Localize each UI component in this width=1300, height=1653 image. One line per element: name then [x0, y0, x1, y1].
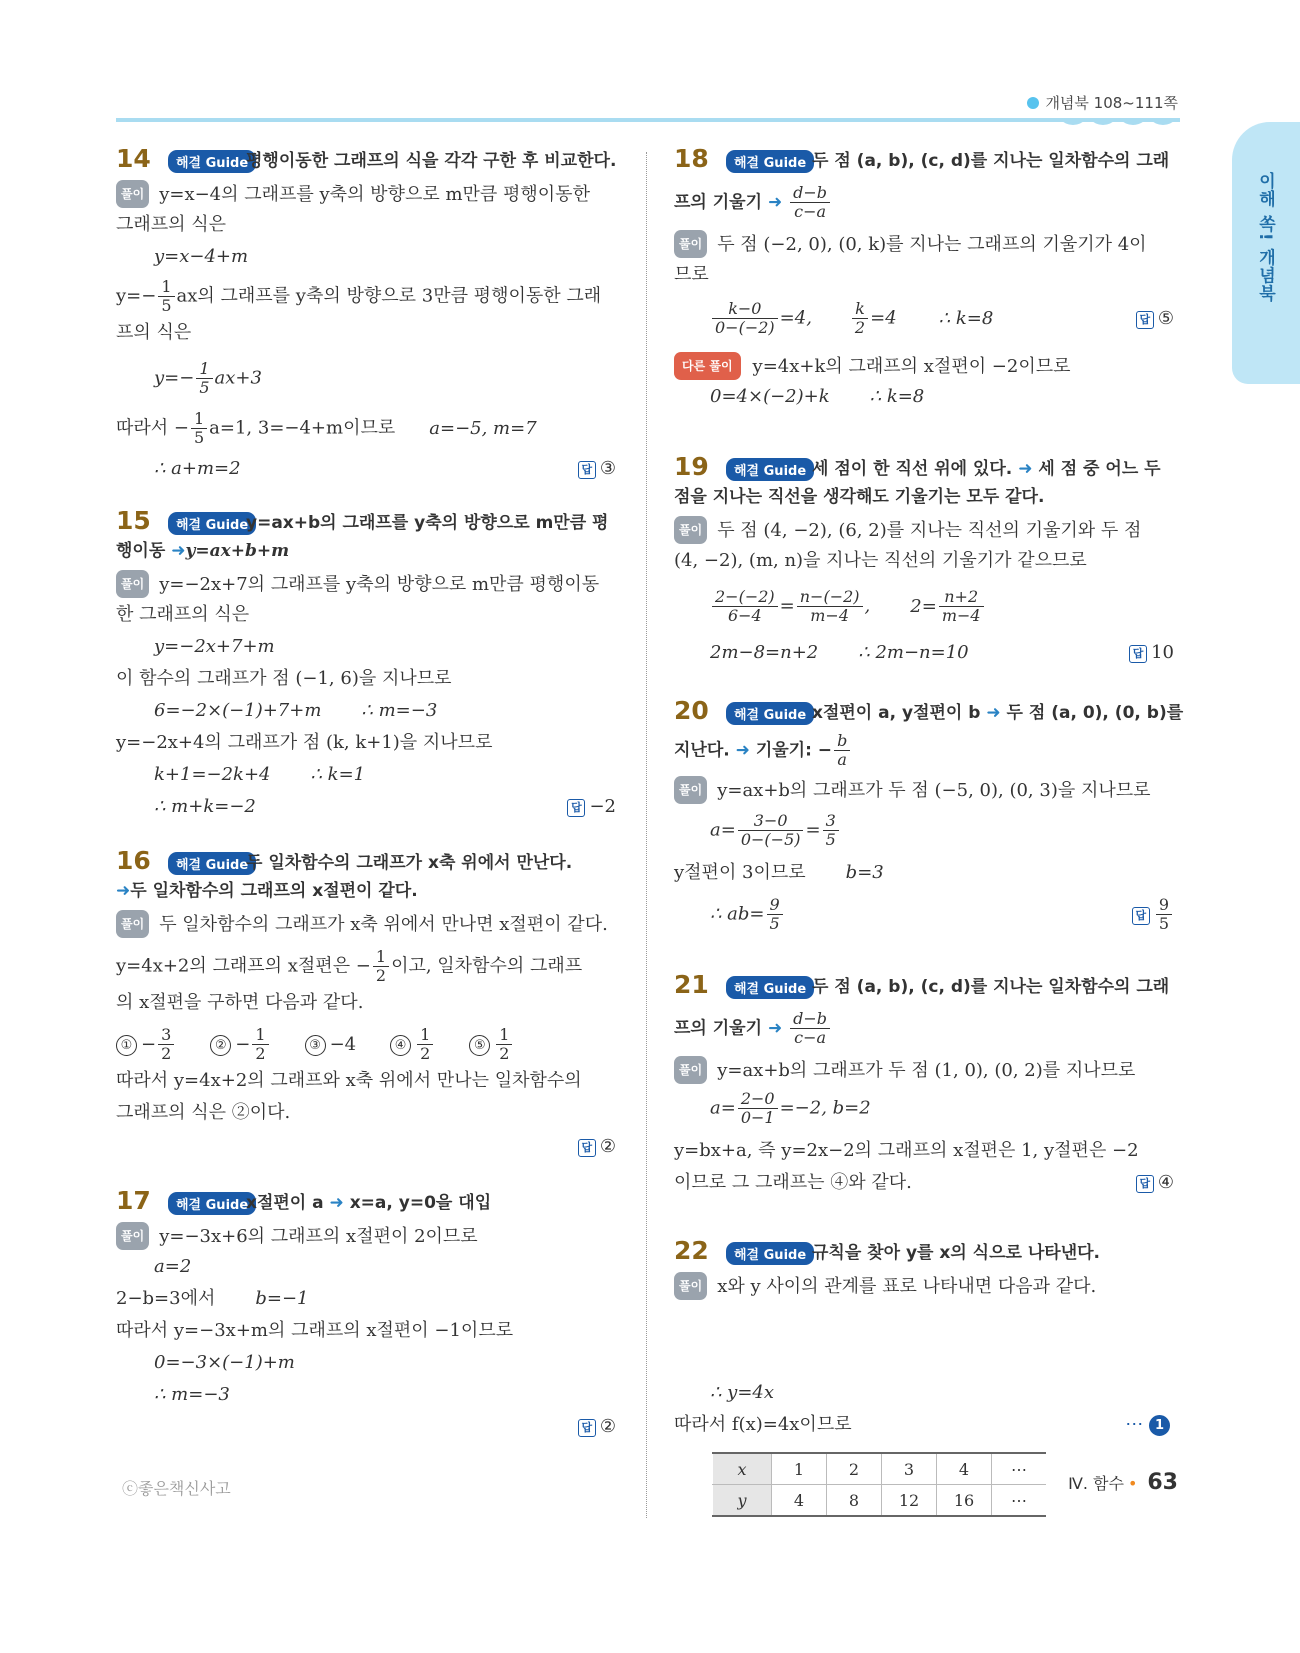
arrow-icon: ➜	[329, 1193, 344, 1213]
answer-icon: 답	[578, 1419, 596, 1437]
numerator: k	[852, 300, 868, 319]
text: 두 점 (4, −2), (6, 2)를 지나는 직선의 기울기와 두 점	[717, 520, 1142, 541]
fraction	[191, 410, 207, 447]
solution-line	[116, 910, 608, 938]
text: =−2, b=2	[779, 1097, 871, 1119]
solution-line	[674, 1272, 1096, 1300]
answer-value: ③	[599, 458, 616, 479]
solution-badge: 풀이	[674, 230, 707, 258]
solution-line	[674, 516, 1141, 544]
answer	[1136, 1170, 1174, 1196]
problem-number: 22	[674, 1236, 709, 1265]
numerator: n−(−2)	[797, 588, 863, 607]
guide-text	[674, 184, 832, 221]
denominator: 0−(−5)	[740, 830, 801, 849]
text: 2=	[910, 595, 937, 617]
text: ∴ ab=	[710, 903, 765, 925]
answer	[578, 1134, 616, 1160]
text: 두 점 (−2, 0), (0, k)를 지나는 그래프의 기울기가 4이	[717, 234, 1147, 255]
denominator: c−a	[794, 1028, 827, 1047]
text: y=−	[116, 285, 157, 307]
equation	[710, 1090, 871, 1127]
equation	[710, 640, 969, 666]
fraction	[797, 588, 863, 625]
text: =	[805, 819, 821, 841]
fraction	[252, 1026, 268, 1063]
solution-line	[116, 278, 601, 315]
denominator: 0−1	[740, 1108, 775, 1127]
text: y=−2x+7의 그래프를 y축의 방향으로 m만큼 평행이동	[159, 574, 600, 595]
answer-icon: 답	[1136, 311, 1154, 329]
denominator: a	[837, 750, 847, 769]
solution-line	[674, 776, 1151, 804]
table-cell: 4	[937, 1453, 992, 1485]
conclusion: ∴ m=−3	[154, 1384, 230, 1405]
numerator: 1	[496, 1026, 512, 1045]
denominator: 2	[420, 1044, 431, 1063]
text: ∴ m=−3	[361, 700, 438, 721]
arrow-icon: ➜	[1018, 459, 1033, 479]
text: 두 점 (a, 0), (0, b)를	[1006, 703, 1184, 723]
denominator: 6−4	[727, 606, 762, 625]
text: 6=−2×(−1)+7+m	[154, 700, 322, 721]
text: y=4x+2의 그래프의 x절편은 −	[116, 955, 371, 977]
equation: $\frac{2-(-2)}{6-4}$ = $\frac{n-(-2)}{m-4}$ , 2= $\frac{n+2}{m-4}$	[710, 588, 986, 625]
equation	[154, 698, 437, 724]
text: 두 일차함수의 그래프가 x축 위에서 만나면 x절편이 같다.	[159, 914, 608, 935]
guide-text: 두 일차함수의 그래프가 x축 위에서 만난다.	[246, 853, 573, 873]
guide-badge: 해결 Guide	[726, 702, 814, 725]
numerator: 1	[417, 1026, 433, 1045]
text: x절편이 a	[246, 1193, 324, 1213]
denominator: 5	[193, 428, 205, 447]
numerator: 2−0	[738, 1090, 778, 1109]
denominator: 5	[199, 378, 210, 397]
fraction	[852, 300, 868, 337]
numerator: 3−0	[738, 812, 804, 831]
numerator: 1	[252, 1026, 268, 1045]
answer	[578, 1414, 616, 1440]
text: a=1, 3=−4+m이므로	[209, 417, 396, 439]
guide-text: 두 점 (a, b), (c, d)를 지나는 일차함수의 그래	[812, 977, 1170, 997]
arrow-icon: ➜	[116, 881, 131, 901]
guide-badge: 해결 Guide	[726, 1242, 814, 1265]
text: 따라서 −	[116, 417, 189, 439]
solution-line	[116, 948, 582, 985]
arrow-icon: ➜	[735, 740, 750, 761]
numerator: d−b	[790, 1010, 830, 1029]
arrow-icon: ➜	[171, 541, 186, 561]
option-mark: ⑤	[469, 1035, 490, 1056]
equation: y=x−4+m	[154, 246, 249, 267]
denominator: 2	[161, 1044, 172, 1063]
guide-text	[674, 732, 852, 769]
solution-line	[116, 570, 599, 598]
text: 기울기: −	[755, 740, 833, 761]
solution-line: 이므로 그 그래프는 ④와 같다.	[674, 1172, 912, 1193]
solution-line: 이 함수의 그래프가 점 (−1, 6)을 지나므로	[116, 668, 452, 689]
text: 2m−8=n+2	[710, 642, 819, 663]
answer-icon: 답	[1136, 1175, 1154, 1193]
option-list	[116, 1026, 548, 1063]
alt-solution-line	[674, 352, 1071, 380]
fraction	[417, 1026, 433, 1063]
equation: a=2	[154, 1256, 192, 1277]
solution-badge: 풀이	[116, 570, 149, 598]
problem-number: 15	[116, 506, 151, 535]
solution-line: 따라서 f(x)=4x이므로	[674, 1414, 852, 1435]
equation	[710, 384, 924, 410]
answer	[567, 794, 616, 820]
text: 2−b=3에서	[116, 1288, 216, 1309]
solution-badge: 풀이	[674, 1272, 707, 1300]
guide-text: y=ax+b의 그래프를 y축의 방향으로 m만큼 평	[246, 513, 609, 533]
solution-line: 므로	[674, 264, 709, 285]
conclusion	[710, 896, 785, 933]
answer-icon: 답	[1132, 907, 1150, 925]
numerator: k−0	[712, 300, 778, 319]
problem-number: 16	[116, 846, 151, 875]
guide-text	[674, 1010, 832, 1047]
side-tab-label: 이해 쏙! 개념북	[1255, 172, 1275, 303]
option-mark: ③	[305, 1035, 326, 1056]
table-cell: ⋯	[992, 1485, 1047, 1517]
option-mark: ④	[390, 1035, 411, 1056]
result: a=−5, m=7	[429, 417, 537, 439]
fraction	[196, 360, 212, 397]
problem-number: 18	[674, 144, 709, 173]
equation	[154, 360, 262, 397]
option-mark: ②	[210, 1035, 231, 1056]
fraction	[823, 812, 839, 849]
numerator: 1	[158, 278, 174, 297]
fraction	[373, 948, 389, 985]
answer-icon: 답	[1129, 645, 1147, 663]
text: 세 점 중 어느 두	[1038, 459, 1161, 479]
solution-line: 의 x절편을 구하면 다음과 같다.	[116, 992, 364, 1013]
text: x=a, y=0을 대입	[349, 1193, 492, 1213]
solution-line	[116, 1286, 309, 1312]
solution-line: 그래프의 식은	[116, 214, 227, 235]
denominator: 5	[769, 914, 780, 933]
denominator: m−4	[941, 606, 981, 625]
answer-icon: 답	[578, 461, 596, 479]
text: 프의 기울기	[674, 1018, 763, 1039]
fraction	[767, 896, 783, 933]
solution-badge: 풀이	[674, 776, 707, 804]
guide-badge: 해결 Guide	[726, 458, 814, 481]
table-cell: 1	[772, 1453, 827, 1485]
fraction	[834, 732, 850, 769]
solution-badge: 풀이	[116, 1222, 149, 1250]
arrow-icon: ➜	[986, 703, 1001, 723]
arrow-icon: ➜	[767, 192, 783, 213]
solution-line	[674, 1056, 1135, 1084]
text: =4	[870, 307, 897, 329]
guide-text: 규칙을 찾아 y를 x의 식으로 나타낸다.	[812, 1243, 1101, 1263]
solution-badge: 풀이	[116, 180, 149, 208]
problem-number: 21	[674, 970, 709, 999]
equation: y=−2x+7+m	[154, 636, 275, 657]
answer-value: ⑤	[1157, 308, 1174, 329]
page-footer	[1068, 1470, 1178, 1495]
text: =4,	[779, 307, 812, 329]
text: y=x−4의 그래프를 y축의 방향으로 m만큼 평행이동한	[159, 184, 590, 205]
fraction	[158, 1026, 174, 1063]
denominator: 2	[375, 966, 387, 985]
answer	[1129, 640, 1174, 666]
alt-solution-badge: 다른 풀이	[674, 352, 741, 380]
solution-line: y=bx+a, 즉 y=2x−2의 그래프의 x절편은 1, y절편은 −2	[674, 1140, 1139, 1161]
numerator: 9	[1156, 896, 1172, 915]
problem-number: 14	[116, 144, 151, 173]
guide-badge: 해결 Guide	[168, 512, 256, 535]
answer-value: 10	[1151, 642, 1174, 663]
option-sign: −	[235, 1033, 251, 1055]
problem-number: 17	[116, 1186, 151, 1215]
table-row	[713, 1485, 1047, 1517]
answer-fraction	[1156, 896, 1172, 933]
text: ax+3	[214, 367, 262, 389]
table-header-cell: y	[713, 1485, 772, 1517]
denominator: 0−(−2)	[715, 318, 775, 337]
text: y=−	[154, 367, 195, 389]
numerator: 2−(−2)	[712, 588, 778, 607]
text: 0=4×(−2)+k	[710, 386, 830, 407]
answer-value: ②	[599, 1416, 616, 1437]
table-cell: 16	[937, 1485, 992, 1517]
numerator: 1	[373, 948, 389, 967]
section-label: Ⅳ. 함수	[1068, 1474, 1124, 1493]
text: ∴ k=8	[938, 307, 994, 329]
text: k+1=−2k+4	[154, 764, 271, 785]
answer-value: ④	[1157, 1172, 1174, 1193]
text: ∴ k=8	[869, 386, 925, 407]
table-cell: 2	[827, 1453, 882, 1485]
text: x절편이 a, y절편이 b	[812, 703, 981, 723]
numerator: 3	[158, 1026, 174, 1045]
answer	[578, 456, 616, 482]
fraction	[738, 1090, 778, 1127]
guide-text: 점을 지나는 직선을 생각해도 기울기는 모두 같다.	[674, 487, 1045, 507]
denominator: m−4	[810, 606, 850, 625]
solution-line	[674, 860, 884, 886]
denominator: 2	[854, 318, 866, 337]
table-row	[713, 1453, 1047, 1485]
answer-icon: 답	[578, 1139, 596, 1157]
answer	[1132, 896, 1174, 933]
option-item	[469, 1025, 514, 1063]
solution-line	[116, 410, 537, 447]
wave-decoration	[1058, 118, 1182, 128]
guide-badge: 해결 Guide	[726, 976, 814, 999]
guide-text	[116, 878, 418, 904]
conclusion: ∴ y=4x	[710, 1382, 775, 1403]
text: y=ax+b의 그래프가 두 점 (1, 0), (0, 2)를 지나므로	[717, 1060, 1136, 1081]
solution-line: 프의 식은	[116, 322, 192, 343]
answer-icon: 답	[567, 799, 585, 817]
solution-badge: 풀이	[116, 910, 149, 938]
guide-badge: 해결 Guide	[168, 852, 256, 875]
answer-value: −2	[589, 796, 616, 817]
step-marker: 1	[1149, 1415, 1170, 1436]
equation	[710, 812, 841, 849]
table-header-cell: x	[713, 1453, 772, 1485]
problem-number: 20	[674, 696, 709, 725]
continued-marker	[1125, 1412, 1174, 1438]
option-item	[305, 1034, 357, 1055]
numerator: 3	[823, 812, 839, 831]
option-item	[210, 1025, 270, 1063]
text: a=	[710, 819, 736, 841]
text: y=−3x+6의 그래프의 x절편이 2이므로	[159, 1226, 478, 1247]
conclusion: ∴ m+k=−2	[154, 796, 256, 817]
solution-line: 따라서 y=4x+2의 그래프와 x축 위에서 만나는 일차함수의	[116, 1070, 582, 1091]
answer-value: ②	[599, 1136, 616, 1157]
header-rule	[116, 118, 1180, 122]
denominator: c−a	[794, 202, 827, 221]
column-divider	[646, 152, 647, 1518]
solution-line: 따라서 y=−3x+m의 그래프의 x절편이 −1이므로	[116, 1320, 514, 1341]
text: ∴ k=1	[310, 764, 366, 785]
numerator: d−b	[790, 184, 830, 203]
xy-table	[712, 1452, 1046, 1517]
guide-text: 두 점 (a, b), (c, d)를 지나는 일차함수의 그래	[812, 151, 1170, 171]
text: a=	[710, 1097, 736, 1119]
denominator: 2	[499, 1044, 510, 1063]
numerator: 9	[767, 896, 783, 915]
solution-line: 그래프의 식은 ②이다.	[116, 1102, 291, 1123]
guide-text: 평행이동한 그래프의 식을 각각 구한 후 비교한다.	[246, 151, 617, 171]
page-number: 63	[1147, 1470, 1178, 1495]
guide-badge: 해결 Guide	[168, 1192, 256, 1215]
text: y=ax+b의 그래프가 두 점 (−5, 0), (0, 3)을 지나므로	[717, 780, 1151, 801]
solution-line: y=−2x+4의 그래프가 점 (k, k+1)을 지나므로	[116, 732, 493, 753]
fraction	[158, 278, 174, 315]
option-item	[116, 1025, 176, 1063]
fraction	[738, 812, 804, 849]
solution-line: (4, −2), (m, n)을 지나는 직선의 기울기가 같으므로	[674, 550, 1087, 571]
denominator: 2	[255, 1044, 266, 1063]
bullet-icon	[1027, 97, 1039, 109]
guide-text	[812, 456, 1161, 482]
text: 지난다.	[674, 740, 730, 761]
numerator: n+2	[939, 588, 984, 607]
solution-line: 한 그래프의 식은	[116, 604, 250, 625]
solution-line	[116, 180, 590, 208]
denominator: 5	[161, 296, 172, 315]
solution-line	[674, 230, 1147, 258]
side-tab	[1232, 122, 1300, 384]
fraction	[712, 588, 778, 625]
text: ∴ 2m−n=10	[858, 642, 969, 663]
numerator: b	[834, 732, 850, 751]
fraction	[790, 1010, 830, 1047]
equation: 0=−3×(−1)+m	[154, 1352, 295, 1373]
answer	[1136, 306, 1174, 332]
copyright: ⓒ좋은책신사고	[122, 1479, 231, 1498]
problem-number: 19	[674, 452, 709, 481]
fraction	[939, 588, 984, 625]
numerator: 1	[196, 360, 212, 379]
text: 프의 기울기	[674, 192, 763, 213]
text: 세 점이 한 직선 위에 있다.	[812, 459, 1013, 479]
text: y절편이 3이므로	[674, 862, 806, 883]
text: x와 y 사이의 관계를 표로 나타내면 다음과 같다.	[717, 1276, 1097, 1297]
guide-text	[116, 538, 289, 564]
conclusion: ∴ a+m=2	[154, 458, 241, 479]
arrow-icon: ➜	[767, 1018, 783, 1039]
equation	[154, 762, 365, 788]
reference-text: 개념북 108~111쪽	[1045, 94, 1178, 112]
denominator: 5	[825, 830, 836, 849]
solution-badge: 풀이	[674, 1056, 707, 1084]
text: 두 일차함수의 그래프의 x절편이 같다.	[130, 881, 418, 901]
option-mark: ①	[116, 1035, 137, 1056]
guide-badge: 해결 Guide	[726, 150, 814, 173]
text: 행이동	[116, 541, 166, 561]
fraction	[712, 300, 778, 337]
table-cell: 8	[827, 1485, 882, 1517]
table-cell: 3	[882, 1453, 937, 1485]
book-reference	[1027, 92, 1178, 113]
solution-badge: 풀이	[674, 516, 707, 544]
guide-text	[812, 700, 1183, 726]
denominator: 5	[1158, 914, 1169, 933]
numerator: 1	[191, 410, 207, 429]
ellipsis: ⋯	[1125, 1414, 1144, 1435]
table-cell: ⋯	[992, 1453, 1047, 1485]
option-sign: −	[141, 1033, 157, 1055]
text: y=4x+k의 그래프의 x절편이 −2이므로	[752, 356, 1071, 377]
guide-badge: 해결 Guide	[168, 150, 256, 173]
equation	[710, 300, 993, 337]
fraction	[496, 1026, 512, 1063]
text: y=ax+b+m	[185, 541, 290, 561]
table-cell: 12	[882, 1485, 937, 1517]
table-cell: 4	[772, 1485, 827, 1517]
solution-line	[116, 1222, 478, 1250]
text: b=−1	[255, 1288, 309, 1309]
text: ax의 그래프를 y축의 방향으로 3만큼 평행이동한 그래	[176, 285, 602, 307]
text: b=3	[845, 862, 884, 883]
option-item	[390, 1025, 435, 1063]
separator: •	[1127, 1474, 1138, 1493]
text: 이고, 일차함수의 그래프	[391, 955, 583, 977]
option-sign: −4	[329, 1033, 357, 1055]
guide-text	[246, 1190, 491, 1216]
fraction	[790, 184, 830, 221]
